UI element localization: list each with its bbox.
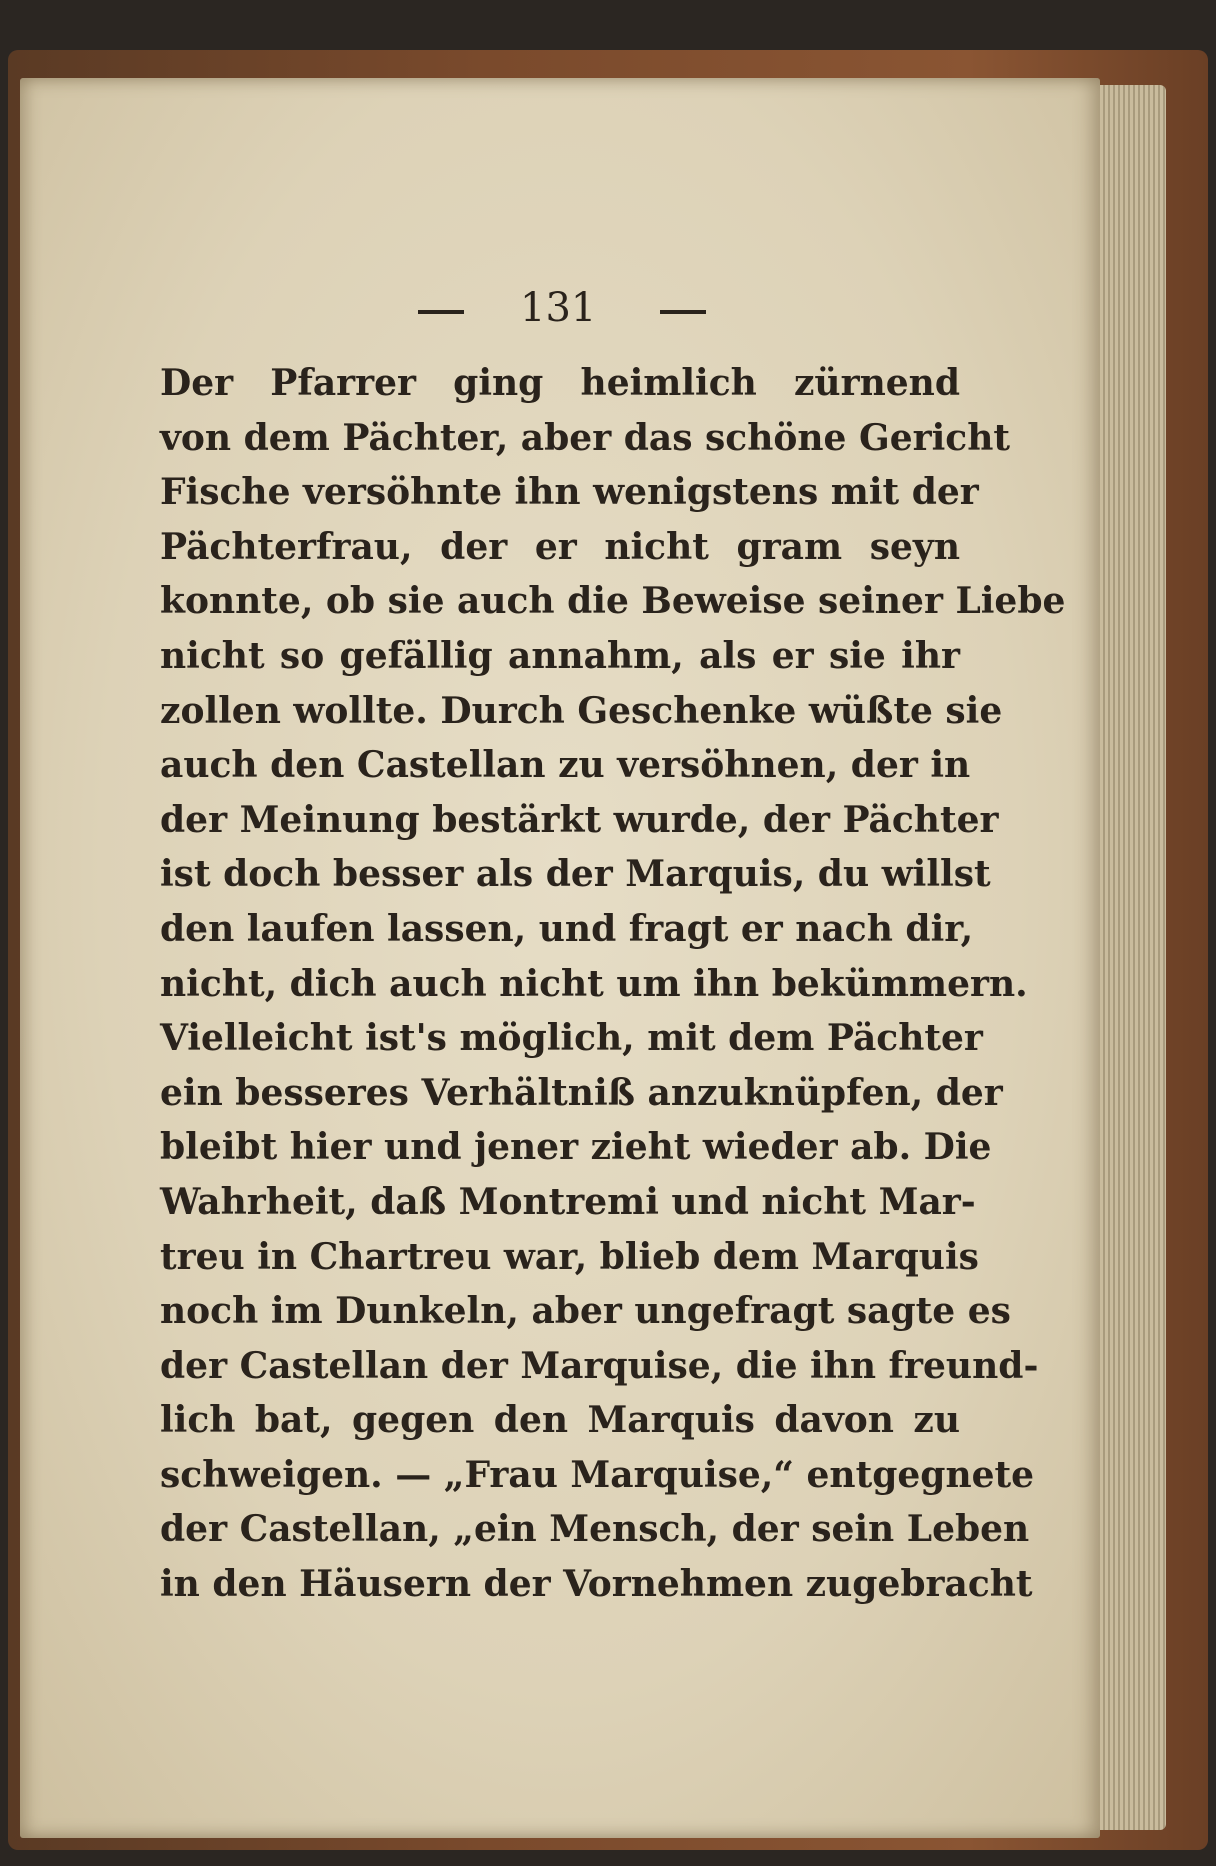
page-edges <box>1090 85 1166 1830</box>
text-line: der Meinung bestärkt wurde, der Pächter <box>160 798 999 841</box>
text-line: bleibt hier und jener zieht wieder ab. Die <box>160 1126 992 1169</box>
text-line: nicht so gefällig annahm, als er sie ihr <box>160 634 960 677</box>
text-line: Pächterfrau, der er nicht gram seyn <box>160 525 960 568</box>
text-line: von dem Pächter, aber das schöne Gericht <box>160 416 1011 459</box>
text-line: ist doch besser als der Marquis, du willst <box>160 853 991 896</box>
text-line: konnte, ob sie auch die Beweise seiner Liebe <box>160 580 1066 623</box>
text-line: auch den Castellan zu versöhnen, der in <box>160 744 971 787</box>
text-line: zollen wollte. Durch Geschenke wüßte sie <box>160 689 1003 732</box>
page-number: 131 <box>520 285 597 331</box>
page-header <box>20 278 1100 338</box>
header-dash-right <box>660 310 706 314</box>
text-line: noch im Dunkeln, aber ungefragt sagte es <box>160 1290 1011 1333</box>
text-line: ein besseres Verhältniß anzuknüpfen, der <box>160 1071 1003 1114</box>
book-page <box>20 78 1100 1838</box>
text-line: nicht, dich auch nicht um ihn bekümmern. <box>160 962 1028 1005</box>
text-line: der Castellan der Marquise, die ihn freund- <box>160 1344 1039 1387</box>
text-line: der Castellan, „ein Mensch, der sein Leben <box>160 1508 1030 1551</box>
text-line: schweigen. — „Frau Marquise,“ entgegnete <box>160 1453 1035 1496</box>
text-line: Vielleicht ist's möglich, mit dem Pächter <box>160 1017 983 1060</box>
body-text <box>160 356 1066 1612</box>
header-dash-left <box>418 310 464 314</box>
text-line: lich bat, gegen den Marquis davon zu <box>160 1399 960 1442</box>
text-line: treu in Chartreu war, blieb dem Marquis <box>160 1235 979 1278</box>
text-line: in den Häusern der Vornehmen zugebracht <box>160 1563 1033 1606</box>
text-line: Der Pfarrer ging heimlich zürnend <box>160 362 960 404</box>
text-line: Wahrheit, daß Montremi und nicht Mar- <box>160 1180 976 1223</box>
text-line: Fische versöhnte ihn wenigstens mit der <box>160 471 979 514</box>
text-line: den laufen lassen, und fragt er nach dir, <box>160 907 974 950</box>
